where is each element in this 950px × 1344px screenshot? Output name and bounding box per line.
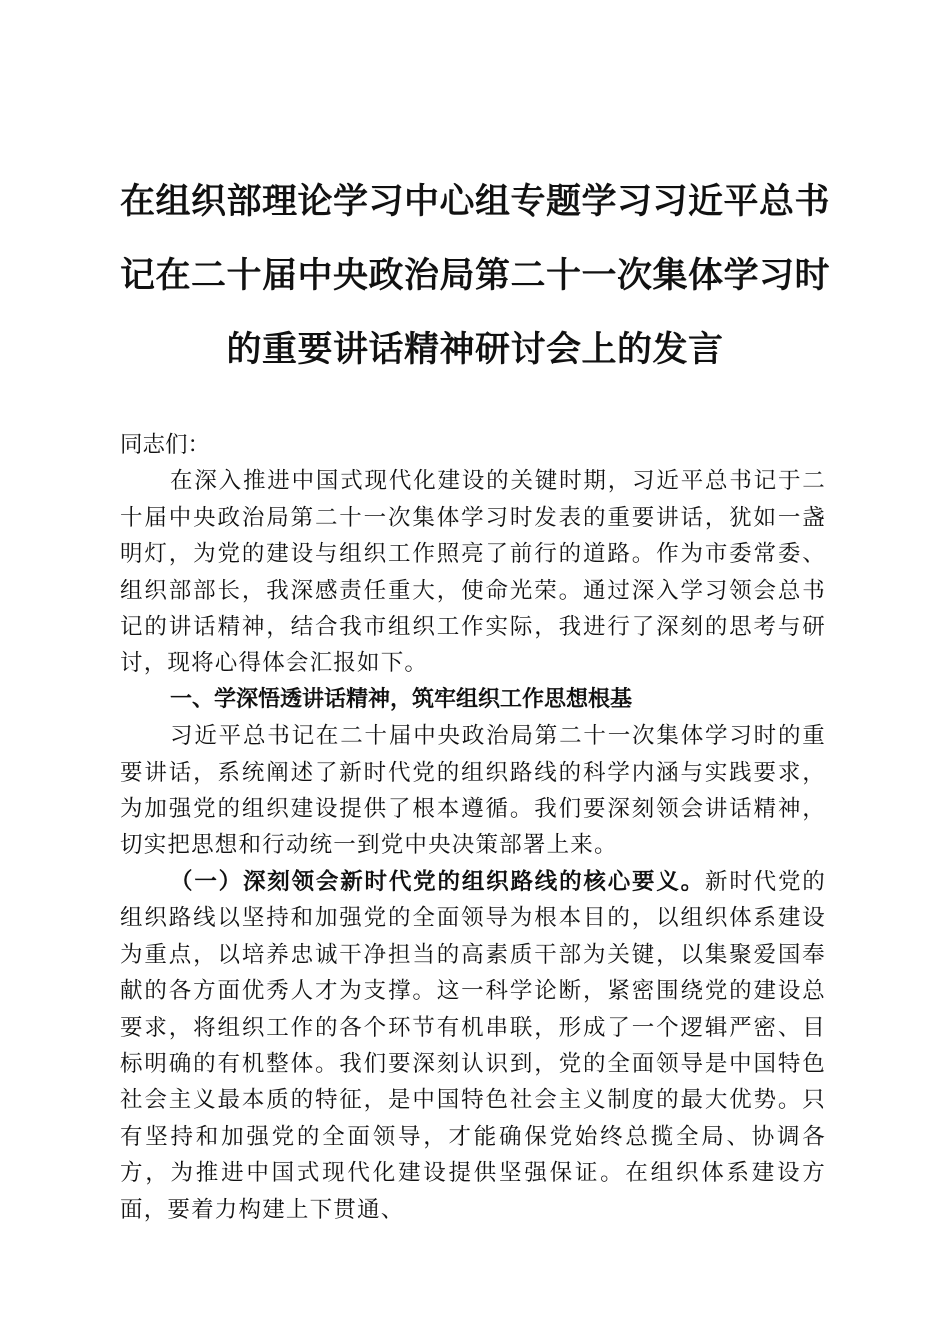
section-intro-paragraph: 习近平总书记在二十届中央政治局第二十一次集体学习时的重要讲话，系统阐述了新时代党的组织路线的科学内涵与实践要求，为加强党的组织建设提供了根本遵循。我们要深刻领会讲话精神，切实把思想和行动统一到党中央决策部署上来。: [120, 723, 826, 859]
title-line-3: 的重要讲话精神研讨会上的发言: [226, 330, 724, 370]
subsection-paragraph: [120, 864, 826, 1228]
title-line-2: 记在二十届中央政治局第二十一次集体学习时: [119, 256, 830, 296]
title-line-1: 在组织部理论学习中心组专题学习习近平总书: [119, 182, 830, 222]
intro-paragraph: 在深入推进中国式现代化建设的关键时期，习近平总书记于二十届中央政治局第二十一次集体学习时发表的重要讲话，犹如一盏明灯，为党的建设与组织工作照亮了前行的道路。作为市委常委、组织部部长，我深感责任重大，使命光荣。通过深入学习领会总书记的讲话精神，结合我市组织工作实际，我进行了深刻的思考与研讨，现将心得体会汇报如下。: [120, 468, 826, 677]
section-heading: 一、学深悟透讲话精神，筑牢组织工作思想根基: [170, 686, 633, 712]
document-body: [120, 427, 826, 1228]
document-title: [110, 165, 840, 387]
subsection-text: 新时代党的组织路线以坚持和加强党的全面领导为根本目的，以组织体系建设为重点，以培养忠诚干净担当的高素质干部为关键，以集聚爱国奉献的各方面优秀人才为支撑。这一科学论断，紧密围绕党的建设总要求，将组织工作的各个环节有机串联，形成了一个逻辑严密、目标明确的有机整体。我们要深刻认识到，党的全面领导是中国特色社会主义最本质的特征，是中国特色社会主义制度的最大优势。只有坚持和加强党的全面领导，才能确保党始终总揽全局、协调各方，为推进中国式现代化建设提供坚强保证。在组织体系建设方面，要着力构建上下贯通、: [120, 868, 826, 1223]
salutation: 同志们：: [120, 432, 211, 458]
sub-heading: （一）深刻领会新时代党的组织路线的核心要义。: [170, 868, 706, 895]
